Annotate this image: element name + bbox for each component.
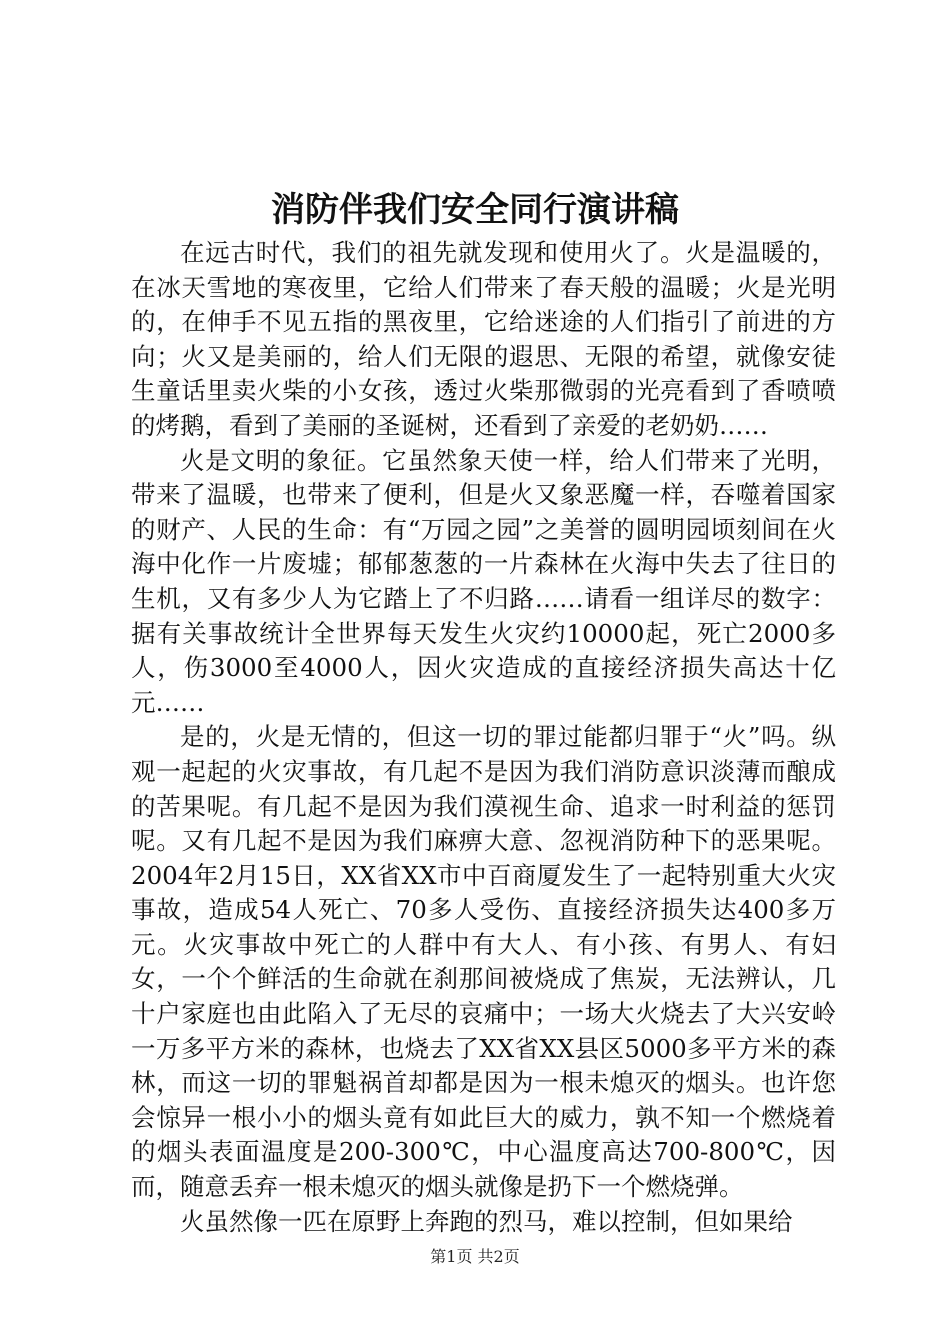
document-title: 消防伴我们安全同行演讲稿	[271, 190, 679, 230]
paragraph-4: 火虽然像一匹在原野上奔跑的烈马，难以控制，但如果给	[180, 1206, 793, 1236]
paragraph-3: 是的，火是无情的，但这一切的罪过能都归罪于“火”吗。纵观一起起的火灾事故，有几起不是因为我们消防意识淡薄而酿成的苦果呢。有几起不是因为我们漠视生命、追求一时利益的惩罚呢。又有几起不是因为我们麻痹大意、忽视消防种下的恶果呢。2004年2月15日，XX省XX市中百商厦发生了一起特别重大火灾事故，造成54人死亡、70多人受伤、直接经济损失达400多万元。火灾事故中死亡的人群中有大人、有小孩、有男人、有妇女，一个个鲜活的生命就在刹那间被烧成了焦炭，无法辨认，几十户家庭也由此陷入了无尽的哀痛中；一场大火烧去了大兴安岭一万多平方米的森林，也烧去了XX省XX县区5000多平方米的森林，而这一切的罪魁祸首却都是因为一根未熄灭的烟头。也许您会惊异一根小小的烟头竟有如此巨大的威力，孰不知一个燃烧着的烟头表面温度是200-300℃，中心温度高达700-800℃，因而，随意丢弃一根未熄灭的烟头就像是扔下一个燃烧弹。	[131, 722, 836, 1202]
page-number-footer: 第1页 共2页	[430, 1247, 520, 1266]
document-body	[131, 236, 836, 1239]
paragraph-2: 火是文明的象征。它虽然象天使一样，给人们带来了光明，带来了温暖，也带来了便利，但是火又象恶魔一样，吞噬着国家的财产、人民的生命：有“万园之园”之美誉的圆明园顷刻间在火海中化作一片废墟；郁郁葱葱的一片森林在火海中失去了往日的生机，又有多少人为它踏上了不归路……请看一组详尽的数字：据有关事故统计全世界每天发生火灾约10000起，死亡2000多人，伤3000至4000人，因火灾造成的直接经济损失高达十亿元……	[131, 445, 836, 717]
paragraph-1: 在远古时代，我们的祖先就发现和使用火了。火是温暖的，在冰天雪地的寒夜里，它给人们带来了春天般的温暖；火是光明的，在伸手不见五指的黑夜里，它给迷途的人们指引了前进的方向；火又是美丽的，给人们无限的遐思、无限的希望，就像安徒生童话里卖火柴的小女孩，透过火柴那微弱的光亮看到了香喷喷的烤鹅，看到了美丽的圣诞树，还看到了亲爱的老奶奶……	[131, 238, 836, 440]
